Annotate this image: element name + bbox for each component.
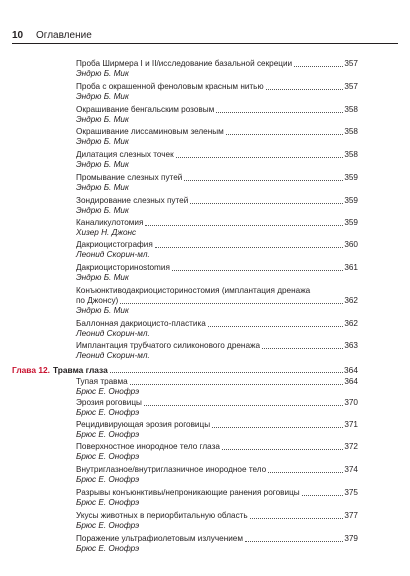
toc-entry [76,286,358,316]
entry-author: Леонид Скорин-мл. [76,351,150,360]
entry-author: Брюс Е. Онофрэ [76,544,140,553]
entry-title: Имплантация трубчатого силиконового дренажа [76,341,261,350]
toc-entry [76,105,358,125]
entry-title-line-1: Конъюнктиводакриоцисториностомия (имплантация дренажа [76,286,311,295]
toc-entry [76,465,358,485]
toc-entry [76,341,358,361]
entry-page: 358 [344,105,358,114]
chapter-title: Травма глаза [52,365,108,375]
entry-author: Леонид Скорин-мл. [76,329,150,338]
entry-author: Эндрю Б. Мик [76,115,129,124]
entry-author: Эндрю Б. Мик [76,69,129,78]
entry-title: Окрашивание бенгальским розовым [76,105,215,114]
entry-author: Эндрю Б. Мик [76,92,129,101]
toc-entry [76,263,358,283]
entry-title: Дилатация слезных точек [76,150,174,159]
entry-author: Хизер Н. Джонс [76,228,137,237]
entry-title: Внутриглазное/внутриглазничное инородное тело [76,465,267,474]
entry-author: Эндрю Б. Мик [76,273,129,282]
page-number: 10 [12,30,24,41]
dot-leader [110,372,343,373]
chapter-page: 364 [344,365,358,375]
toc-entry [76,127,358,147]
entry-author: Эндрю Б. Мик [76,137,129,146]
entry-title: Окрашивание лиссаминовым зеленым [76,127,224,136]
dot-leader [208,326,344,327]
entry-page: 374 [344,465,358,474]
entry-page: 362 [344,319,358,328]
entry-page: 361 [344,263,358,272]
entry-author: Брюс Е. Онофрэ [76,387,140,396]
entry-author: Брюс Е. Онофрэ [76,498,140,507]
entry-author: Эндрю Б. Мик [76,206,129,215]
dot-leader [245,541,343,542]
dot-leader [130,384,344,385]
entry-author: Брюс Е. Онофрэ [76,430,140,439]
dot-leader [172,270,343,271]
entry-page: 372 [344,442,358,451]
entry-page: 377 [344,511,358,520]
dot-leader [302,495,344,496]
entry-author: Брюс Е. Онофрэ [76,475,140,484]
entry-page: 357 [344,59,358,68]
entry-author: Брюс Е. Онофрэ [76,521,140,530]
entry-title: по Джонсу) [76,296,119,305]
dot-leader [250,518,344,519]
entry-page: 357 [344,82,358,91]
dot-leader [222,449,343,450]
toc-entry [76,196,358,216]
toc-entry [76,82,358,102]
dot-leader [226,134,344,135]
entry-page: 370 [344,398,358,407]
entry-title: Проба Ширмера I и II/исследование базальной секреции [76,59,293,68]
dot-leader [266,89,344,90]
dot-leader [262,348,343,349]
dot-leader [190,203,343,204]
toc-entry [76,511,358,531]
toc-entry [76,240,358,260]
toc-entry [76,534,358,554]
entry-title: Каналикулотомия [76,218,144,227]
entry-author: Эндрю Б. Мик [76,160,129,169]
toc-entry [76,420,358,440]
entry-title: Проба с окрашенной феноловым красным нитью [76,82,264,91]
dot-leader [294,66,343,67]
dot-leader [212,427,343,428]
entry-author: Эндрю Б. Мик [76,183,129,192]
entry-title: Тупая травма [76,377,128,386]
dot-leader [268,472,343,473]
entry-page: 362 [344,296,358,305]
entry-page: 379 [344,534,358,543]
toc-entry [76,173,358,193]
entry-title: Поверхностное инородное тело глаза [76,442,220,451]
entry-title: Зондирование слезных путей [76,196,189,205]
entry-page: 363 [344,341,358,350]
entry-page: 358 [344,150,358,159]
entry-page: 358 [344,127,358,136]
toc-entry [76,218,358,238]
toc-entry [76,377,358,397]
entry-title: Баллонная дакриоцисто-пластика [76,319,206,328]
dot-leader [155,247,344,248]
entry-page: 364 [344,377,358,386]
dot-leader [120,303,343,304]
toc-entry [76,150,358,170]
toc-entry [76,319,358,339]
entry-title: Дакриоцисторинostomия [76,263,170,272]
entry-author: Эндрю Б. Мик [76,306,129,315]
dot-leader [145,225,343,226]
toc-entry [76,398,358,418]
toc-entry [76,488,358,508]
entry-title: Дакриоцистография [76,240,153,249]
dot-leader [216,112,343,113]
entry-page: 360 [344,240,358,249]
dot-leader [184,180,343,181]
entry-page: 359 [344,196,358,205]
entry-title: Укусы животных в периорбитальную область [76,511,248,520]
entry-title: Рецидивирующая эрозия роговицы [76,420,211,429]
entry-author: Брюс Е. Онофрэ [76,408,140,417]
entry-page: 359 [344,218,358,227]
entry-author: Брюс Е. Онофрэ [76,452,140,461]
entry-page: 359 [344,173,358,182]
dot-leader [176,157,344,158]
entry-page: 375 [344,488,358,497]
chapter-heading [12,365,358,375]
entry-title: Разрывы конъюнктивы/непроникающие ранения роговицы [76,488,300,497]
running-title: Оглавление [36,30,92,41]
entry-page: 371 [344,420,358,429]
toc-entry [76,442,358,462]
toc-entry [76,59,358,79]
dot-leader [144,405,343,406]
entry-title: Поражение ультрафиолетовым излучением [76,534,243,543]
entry-author: Леонид Скорин-мл. [76,250,150,259]
entry-title: Промывание слезных путей [76,173,183,182]
entry-title: Эрозия роговицы [76,398,142,407]
chapter-label: Глава 12. [12,365,50,375]
